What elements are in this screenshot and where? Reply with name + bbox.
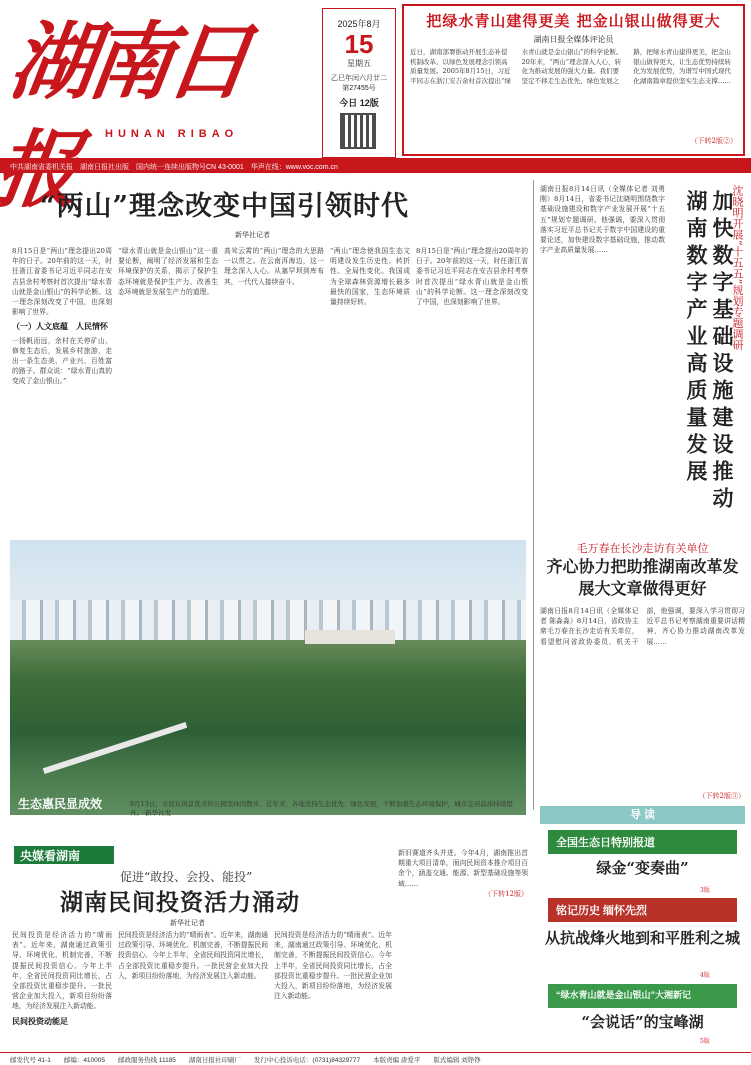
bottom-col-4-text: 新旧赛道齐头并进。今年4月，湖南推出首期重大项目清单，面向民间资本推介项目百余个，涵盖交通、能源、新型基础设施等领域…… <box>398 849 528 888</box>
bottom-col-2: 民间投资是经济活力的“晴雨表”。近年来，湖南通过政策引导、环境优化、机制完善，不断提振民间投资信心。今年上半年，全省民间投资同比增长，占全部投资比重稳步提升。一批民营企业加大投入，新项目纷纷落地，为经济发展注入新动能。 <box>118 931 268 980</box>
column-divider <box>533 180 534 810</box>
photo-caption: 8月13日，市民在风景优美的公园里休闲散步。近年来，各地坚持生态优先、绿色发展，不断加强生态环境保护，城市宜居品质持续提升。 新华社发 <box>130 800 513 817</box>
main-col-1-text: 8月15日是“两山”理念提出20周年的日子。20年前的这一天，时任浙江省委书记习近平同志在安吉县余村考察时首次提出“绿水青山就是金山银山”的科学论断。这一理念深刻改变了中国，也深刻影响了世界。 <box>12 247 112 317</box>
bottom-col-1 <box>12 930 112 1048</box>
main-col-3-text: “绿水青山就是金山银山”这一重要论断，阐明了经济发展和生态环境保护的关系，揭示了保护生态环境就是保护生产力、改善生态环境就是发展生产力的道理。 <box>118 247 218 296</box>
main-col-2 <box>118 246 218 536</box>
info-bar: 中共湖南省委机关报 湖南日报社出版 国内统一连续出版物号CN 43-0001 华声在线：www.voc.com.cn <box>0 161 751 173</box>
photo-bridge <box>43 722 188 774</box>
masthead-logo: 湖南日报 <box>3 12 252 111</box>
editorial-title: 把绿水青山建得更美 把金山银山做得更大 <box>426 12 721 30</box>
main-byline: 新华社记者 <box>235 232 270 239</box>
guide-banner-2: 铭记历史 缅怀先烈 <box>548 898 737 922</box>
main-col-5-text: “两山”理念使我国生态文明建设发生历史性、转折性、全局性变化。我国成为全球森林资源增长最多最快的国家，生态环境质量持续好转。 <box>330 247 410 307</box>
right-top-body: 湖南日报8月14日讯（全媒体记者 刘勇刚）8月14日，省委书记沈晓明围绕数字基础设施建设和数字产业发展开展“十五五”规划专题调研。他强调，要深入贯彻落实习近平总书记关于数字中国建设的重要论述，加快建设数字基础设施，推动数字产业高质量发展…… <box>540 185 665 255</box>
right-mid-headline[interactable]: 齐心协力把助推湖南改革发展大文章做得更好 <box>546 557 739 598</box>
main-col-1b-text: 8月15日是“两山”理念提出20周年的日子。20年前的这一天，时任浙江省委书记习近平同志在安吉县余村考察时首次提出“绿水青山就是金山银山”的科学论断。这一理念深刻改变了中国，也深刻影响了世界。 <box>416 247 528 307</box>
guide-page-2: 4版 <box>700 972 710 979</box>
guide-page-1: 3版 <box>700 887 710 894</box>
main-col-5 <box>416 246 528 536</box>
feature-photo <box>10 540 526 815</box>
bottom-kicker: 促进“敢投、会投、能投” <box>120 870 253 884</box>
main-col-4 <box>330 246 410 536</box>
right-top-kicker: 沈晓明开展“十五五”规划专题调研 <box>731 185 744 351</box>
editorial-box <box>402 4 745 156</box>
bottom-col-3: 民间投资是经济活力的“晴雨表”。近年来，湖南通过政策引导、环境优化、机制完善，不断提振民间投资信心。今年上半年，全省民间投资同比增长，占全部投资比重稳步提升。一批民营企业加大投入，新项目纷纷落地，为经济发展注入新动能。 <box>274 931 392 1001</box>
bottom-col-4 <box>398 848 528 1048</box>
guide-title-1[interactable]: 绿金“变奏曲” <box>596 859 689 877</box>
photo-city-skyline <box>10 600 526 640</box>
photo-tag: 生态惠民显成效 <box>18 797 103 811</box>
bottom-subhead: 民间投资动能足 <box>12 1015 68 1026</box>
right-top-headline[interactable]: 加快数字基础设施建设推动湖南数字产业高质量发展 <box>684 190 735 514</box>
main-col-3 <box>224 246 324 536</box>
main-col-1 <box>12 246 112 536</box>
main-col-2-text: 一扬帆而远，余村在关停矿山、修复生态后，发展乡村旅游，走出一条生态美、产业兴、百姓富的路子。群众说：“绿水青山真的变成了金山银山。” <box>12 336 112 386</box>
main-headline[interactable]: “两山”理念改变中国引领时代 <box>40 191 410 222</box>
right-mid-continue[interactable]: （下转2版③） <box>698 792 745 800</box>
editorial-continue[interactable]: （下转2版②） <box>690 137 737 145</box>
bottom-byline: 新华社记者 <box>170 920 205 927</box>
date-weekday: 星期五 <box>347 59 371 68</box>
bottom-headline[interactable]: 湖南民间投资活力涌动 <box>60 889 300 916</box>
guide-banner-1: 全国生态日特别报道 <box>548 830 737 854</box>
main-col-4-text: 高耸云霄的“两山”理念的大思路一以贯之。在云南洱海边，这一理念深入人心。从塞罕坝到库布其，一代代人接续奋斗。 <box>224 247 324 286</box>
issue-number: 第27455号 <box>342 85 376 92</box>
page-count: 今日 12版 <box>339 98 379 108</box>
editorial-body: 近日，湖南部署推动开展生态补偿机制改革，以绿色发展理念引领高质量发展。2005年8月15日，习近平同志在浙江安吉余村首次提出“绿水青山就是金山银山”的科学论断。20年来，“两山”理念深入人心，转化为推动发展的强大力量。我们要坚定不移走生态优先、绿色发展之路，把绿水青山建得更美，把金山银山做得更大，让生态优势持续转化为发展优势，为谱写中国式现代化湖南篇章提供坚实生态支撑…… <box>410 48 731 85</box>
bottom-col-1-text: 民间投资是经济活力的“晴雨表”。近年来，湖南通过政策引导、环境优化、机制完善，不断提振民间投资信心。今年上半年，全省民间投资同比增长，占全部投资比重稳步提升。一批民营企业加大投入，新项目纷纷落地，为经济发展注入新动能。 <box>12 931 112 1011</box>
editorial-source: 湖南日报全媒体评论员 <box>533 35 614 44</box>
photo-building <box>305 630 395 644</box>
guide-title-2[interactable]: 从抗战烽火地到和平胜利之城 <box>544 929 740 947</box>
guide-page-3: 5版 <box>700 1038 710 1045</box>
guide-banner-3: “绿水青山就是金山银山”大湘新记 <box>548 984 737 1008</box>
date-lunar: 乙巳年闰六月廿二 <box>331 75 387 82</box>
guide-title-3[interactable]: “会说话”的宝峰湖 <box>581 1013 704 1031</box>
main-subhead: （一）人文底蕴 人民情怀 <box>12 321 108 332</box>
date-year-month: 2025年8月 <box>337 19 381 29</box>
right-mid-section <box>540 540 745 801</box>
right-mid-body: 湖南日报8月14日讯（全媒体记者 陈淼淼）8月14日，省政协主席毛万春在长沙走访有关单位，看望慰问省政协委员、机关干部，他强调，要深入学习贯彻习近平总书记考察湖南重要讲话精神，齐心协力推动湖南改革发展…… <box>540 607 745 646</box>
right-mid-kicker: 毛万春在长沙走访有关单位 <box>576 542 709 555</box>
footer: 邮发代号 41-1 邮编：410005 邮政服务热线 11185 湖南日报社印刷厂 发行中心投诉电话：(0731)84329777 本版责编 唐爱平 版式编辑 刘铮铮 <box>0 1052 751 1065</box>
bottom-continue[interactable]: （下转12版） <box>484 889 528 898</box>
qr-code-icon <box>340 113 376 149</box>
date-day: 15 <box>344 29 374 59</box>
cctv-banner: 央媒看湖南 <box>14 846 114 864</box>
guide-header: 导 读 <box>540 806 745 824</box>
masthead-pinyin: HUNAN RIBAO <box>105 128 239 140</box>
